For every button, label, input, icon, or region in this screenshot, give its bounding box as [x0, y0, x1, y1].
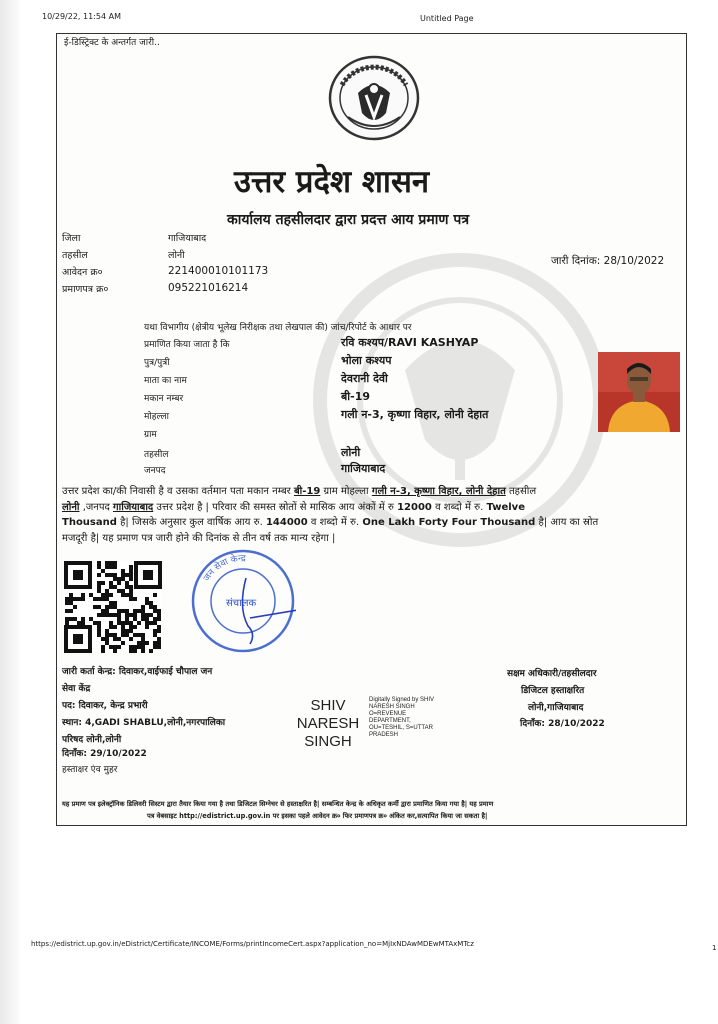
qr-module [109, 633, 113, 637]
detail-value-tehsil: लोनी [341, 446, 361, 459]
qr-module [157, 637, 161, 641]
detail-label-certified: प्रमाणित किया जाता है कि [144, 340, 230, 350]
qr-module [129, 585, 133, 589]
qr-module [121, 569, 125, 573]
qr-module [153, 645, 157, 649]
qr-module [105, 597, 109, 601]
qr-module [157, 613, 161, 617]
detail-label-parent: पुत्र/पुत्री [144, 358, 170, 368]
qr-module [137, 609, 141, 613]
government-title: उत्तर प्रदेश शासन [234, 164, 430, 200]
qr-module [109, 581, 113, 585]
qr-module [129, 645, 133, 649]
qr-module [125, 573, 129, 577]
qr-module [97, 629, 101, 633]
qr-module [109, 565, 113, 569]
detail-label-tehsil: तहसील [144, 450, 169, 460]
print-page-number: 1 [712, 944, 717, 952]
qr-module [133, 645, 137, 649]
detail-label-locality: मोहल्ला [144, 412, 169, 422]
qr-module [109, 593, 113, 597]
authority-title: सक्षम अधिकारी/तहसीलदार [507, 669, 597, 679]
qr-module [121, 641, 125, 645]
qr-module [113, 613, 117, 617]
qr-module [113, 633, 117, 637]
qr-module [145, 613, 149, 617]
qr-module [129, 613, 133, 617]
qr-module [105, 561, 109, 565]
qr-module [97, 581, 101, 585]
qr-module [113, 645, 117, 649]
qr-module [113, 637, 117, 641]
qr-module [117, 645, 121, 649]
qr-module [125, 621, 129, 625]
qr-module [149, 649, 153, 653]
qr-module [97, 565, 101, 569]
qr-module [101, 593, 105, 597]
authority-date: दिनाँक: 28/10/2022 [520, 719, 605, 729]
qr-module [69, 601, 73, 605]
qr-module [129, 569, 133, 573]
qr-module [101, 613, 105, 617]
qr-module [105, 637, 109, 641]
meta-value-application-no: 221400010101173 [168, 265, 269, 277]
qr-module [113, 561, 117, 565]
qr-module [145, 641, 149, 645]
qr-module [113, 605, 117, 609]
detail-label-house: मकान नम्बर [144, 394, 184, 404]
qr-module [97, 589, 101, 593]
qr-module [97, 585, 101, 589]
qr-module [157, 617, 161, 621]
qr-module [133, 625, 137, 629]
sig-meta-line: Digitally Signed by SHIV [369, 697, 435, 703]
qr-module [141, 645, 145, 649]
sig-name-line: SINGH [304, 733, 352, 750]
meta-label-application-no: आवेदन क्र० [62, 267, 103, 278]
qr-module [129, 577, 133, 581]
qr-module [145, 625, 149, 629]
qr-module [133, 649, 137, 653]
qr-module [65, 601, 69, 605]
qr-module [129, 589, 133, 593]
meta-value-certificate-no: 095221016214 [168, 282, 249, 294]
intro-line: यथा विभागीय (क्षेत्रीय भूलेख निरीक्षक तथा लेखपाल की) जांच/रिपोर्ट के आधार पर [144, 323, 412, 333]
qr-module [153, 641, 157, 645]
qr-module [133, 597, 137, 601]
meta-value-tehsil: लोनी [168, 250, 185, 261]
meta-label-tehsil: तहसील [62, 250, 88, 261]
footer-note-1: यह प्रमाण पत्र इलेक्ट्रॉनिक डिलिवरी सिस्टम द्वारा तैयार किया गया है तथा डिजिटल सिग्नेचर से हस्ताक्षरित है| सम्बन्धित केन्द्र के अधिकृत कर्मी द्वारा प्रमाणित किया गया है| यह प्रमाण [62, 800, 494, 808]
qr-module [129, 629, 133, 633]
qr-module [69, 597, 73, 601]
para-monthly-income: 12000 [397, 501, 432, 513]
qr-module [109, 613, 113, 617]
qr-module [93, 621, 97, 625]
sig-meta-line: O=REVENUE [369, 711, 407, 717]
qr-module [145, 601, 149, 605]
qr-module [105, 565, 109, 569]
qr-module [121, 629, 125, 633]
qr-module [125, 593, 129, 597]
qr-module [105, 629, 109, 633]
qr-module [157, 609, 161, 613]
qr-module [129, 597, 133, 601]
qr-module [89, 593, 93, 597]
detail-value-district: गाजियाबाद [341, 462, 386, 475]
qr-module [101, 637, 105, 641]
qr-module [121, 593, 125, 597]
qr-module [105, 633, 109, 637]
qr-module [105, 589, 109, 593]
qr-module [73, 617, 77, 621]
qr-module [97, 613, 101, 617]
qr-module [133, 633, 137, 637]
qr-module [105, 573, 109, 577]
qr-module [69, 593, 73, 597]
qr-module [65, 609, 69, 613]
detail-label-district: जनपद [144, 466, 166, 476]
meta-value-district: गाजियाबाद [168, 233, 207, 244]
jan-seva-kendra-stamp-icon [190, 548, 296, 654]
scan-shadow [0, 0, 22, 1024]
sig-meta-line: OU=TESHIL, S=UTTAR [369, 725, 433, 731]
qr-module [81, 621, 85, 625]
qr-module [137, 645, 141, 649]
qr-module [113, 585, 117, 589]
qr-module [137, 641, 141, 645]
issuer-centre-2: सेवा केंद्र [62, 684, 91, 694]
para-locality: गली न-3, कृष्णा विहार, लोनी देहात [371, 486, 506, 497]
qr-module [149, 601, 153, 605]
qr-module [113, 601, 117, 605]
qr-module [129, 649, 133, 653]
digital-signature-name [290, 697, 366, 751]
svg-text:जन सेवा केन्द्र [202, 552, 246, 583]
top-note: ई-डिस्ट्रिक्ट के अन्तर्गत जारी.. [64, 38, 160, 48]
qr-module [129, 621, 133, 625]
qr-module [125, 609, 129, 613]
print-page-title: Untitled Page [420, 14, 474, 23]
qr-module [125, 617, 129, 621]
qr-module [121, 573, 125, 577]
qr-module [149, 613, 153, 617]
detail-value-locality: गली न-3, कृष्णा विहार, लोनी देहात [341, 408, 489, 421]
authority-place: लोनी,गाजियाबाद [528, 703, 584, 713]
qr-module [81, 617, 85, 621]
qr-module [113, 573, 117, 577]
qr-module [125, 585, 129, 589]
para-tehsil: लोनी [62, 501, 80, 513]
qr-code-icon [64, 561, 162, 653]
qr-module [121, 609, 125, 613]
qr-module [97, 633, 101, 637]
detail-label-village: ग्राम [144, 430, 157, 440]
qr-module [129, 573, 133, 577]
footer-note-2: पत्र वेबसाइट http://edistrict.up.gov.in पर इसका पहले आवेदन क्र० फिर प्रमाणपत्र क्र० अंकित कर,सत्यापित किया जा सकता है| [147, 812, 488, 820]
qr-module [153, 633, 157, 637]
detail-value-parent: भोला कश्यप [341, 354, 392, 367]
qr-module [153, 621, 157, 625]
qr-module [141, 633, 145, 637]
qr-module [141, 613, 145, 617]
qr-module [97, 597, 101, 601]
sig-meta-line: DEPARTMENT, [369, 718, 411, 724]
issuer-place-2: परिषद लोनी,लोनी [62, 735, 122, 745]
detail-label-mother: माता का नाम [144, 376, 187, 386]
para-text: तहसील [505, 486, 537, 497]
qr-module [81, 593, 85, 597]
qr-module [109, 561, 113, 565]
qr-module [117, 581, 121, 585]
para-text: व शब्दो में रु. [431, 501, 487, 513]
qr-module [73, 605, 77, 609]
qr-module [117, 609, 121, 613]
meta-label-certificate-no: प्रमाणपत्र क्र० [62, 284, 109, 295]
sig-meta-line: NARESH SINGH [369, 704, 415, 710]
qr-module [117, 613, 121, 617]
qr-module [101, 581, 105, 585]
qr-module [157, 641, 161, 645]
stamp-center-text: संचालक [226, 598, 257, 609]
qr-module [109, 621, 113, 625]
detail-value-name: रवि कश्यप/RAVI KASHYAP [341, 336, 479, 349]
para-text: उत्तर प्रदेश है | परिवार की समस्त स्रोतों से मासिक आय अंकों में रु [153, 501, 398, 513]
para-text: ,जनपद [79, 501, 114, 513]
qr-module [105, 605, 109, 609]
qr-module [145, 617, 149, 621]
qr-module [101, 649, 105, 653]
qr-module [65, 621, 69, 625]
qr-module [93, 605, 97, 609]
para-text: व शब्दो में रु. [307, 517, 363, 528]
para-annual-income: 144000 [265, 517, 308, 528]
para-district: गाजियाबाद [113, 501, 154, 513]
para-text: मजदूरी है| यह प्रमाण पत्र जारी होने की दिनांक से तीन वर्ष तक मान्य रहेगा | [62, 532, 336, 544]
qr-module [117, 621, 121, 625]
qr-module [113, 577, 117, 581]
print-datetime: 10/29/22, 11:54 AM [42, 12, 121, 21]
qr-module [153, 609, 157, 613]
qr-module [113, 649, 117, 653]
qr-module [129, 637, 133, 641]
person-photo-icon [598, 352, 680, 432]
qr-module [73, 597, 77, 601]
qr-module [129, 565, 133, 569]
applicant-photo [598, 352, 680, 432]
qr-module [137, 633, 141, 637]
qr-module [141, 609, 145, 613]
print-url: https://edistrict.up.gov.in/eDistrict/Certificate/INCOME/Forms/printIncomeCert.aspx?application_no=MjIxNDAwMDEwMTAxMTcz [31, 940, 474, 948]
qr-module [69, 609, 73, 613]
detail-value-mother: देवरानी देवी [341, 372, 388, 385]
qr-module [153, 593, 157, 597]
para-text: है| आय का स्रोत [535, 517, 599, 528]
qr-module [105, 609, 109, 613]
qr-module [153, 617, 157, 621]
qr-module [125, 633, 129, 637]
qr-module [97, 621, 101, 625]
qr-module [105, 641, 109, 645]
income-paragraph [62, 484, 684, 546]
qr-module [117, 577, 121, 581]
qr-module [77, 621, 81, 625]
qr-module [97, 605, 101, 609]
qr-module [137, 621, 141, 625]
para-text: उत्तर प्रदेश का/की निवासी है व उसका वर्तमान पता मकान नम्बर [62, 486, 294, 497]
qr-module [157, 629, 161, 633]
qr-module [93, 597, 97, 601]
para-house: बी-19 [293, 486, 321, 497]
sig-name-line: NARESH [296, 715, 360, 732]
qr-module [145, 597, 149, 601]
qr-module [157, 645, 161, 649]
qr-module [129, 625, 133, 629]
qr-module [133, 617, 137, 621]
qr-module [109, 585, 113, 589]
qr-module [117, 589, 121, 593]
qr-module [109, 601, 113, 605]
qr-module [101, 597, 105, 601]
qr-module [121, 621, 125, 625]
qr-module [121, 589, 125, 593]
qr-module [105, 593, 109, 597]
issuer-date: दिनाँक: 29/10/2022 [62, 749, 147, 759]
qr-module [81, 597, 85, 601]
qr-module [109, 573, 113, 577]
qr-module [149, 621, 153, 625]
qr-module [153, 629, 157, 633]
qr-module [129, 593, 133, 597]
detail-value-house: बी-19 [341, 390, 371, 403]
qr-module [113, 625, 117, 629]
qr-module [117, 637, 121, 641]
qr-module [121, 633, 125, 637]
qr-module [109, 645, 113, 649]
qr-module [141, 637, 145, 641]
qr-module [113, 565, 117, 569]
para-monthly-words: Twelve [486, 501, 525, 513]
authority-digital: डिजिटल हस्ताक्षरित [521, 686, 585, 696]
qr-module [89, 617, 93, 621]
qr-module [105, 613, 109, 617]
qr-module [125, 581, 129, 585]
issuer-signature-label: हस्ताक्षर एंव मुहर [62, 765, 118, 775]
qr-module [157, 625, 161, 629]
qr-module [153, 605, 157, 609]
qr-module [97, 561, 101, 565]
qr-module [141, 605, 145, 609]
issuer-place: स्थान: 4,GADI SHABLU,लोनी,नगरपालिका [62, 718, 226, 728]
qr-module [97, 573, 101, 577]
qr-module [121, 625, 125, 629]
qr-module [101, 645, 105, 649]
qr-module [97, 625, 101, 629]
para-annual-words: One Lakh Forty Four Thousand [362, 517, 536, 528]
stamp-ring-text: जन सेवा केन्द्र [201, 553, 246, 584]
qr-module [141, 617, 145, 621]
digital-signature-meta [369, 697, 434, 739]
qr-module [65, 617, 69, 621]
para-text: ग्राम मोहल्ला [320, 486, 372, 497]
meta-label-district: जिला [62, 233, 81, 244]
issue-date: जारी दिनांक: 28/10/2022 [551, 255, 665, 267]
qr-module [109, 605, 113, 609]
issuer-centre: जारी कर्ता केन्द्र: दिवाकर,वाईफाई चौपाल जन [62, 667, 213, 677]
qr-module [133, 609, 137, 613]
certificate-subtitle: कार्यालय तहसीलदार द्वारा प्रदत्त आय प्रमाण पत्र [227, 212, 470, 228]
sig-name-line: SHIV [310, 697, 346, 714]
qr-module [101, 569, 105, 573]
sig-meta-line: PRADESH [369, 732, 399, 738]
para-monthly-words: Thousand [62, 517, 117, 528]
qr-module [77, 597, 81, 601]
qr-module [125, 613, 129, 617]
qr-module [141, 641, 145, 645]
para-text: है| जिसके अनुसार कुल वार्षिक आय रु. [116, 517, 266, 528]
qr-module [141, 649, 145, 653]
qr-module [101, 609, 105, 613]
qr-module [65, 597, 69, 601]
qr-module [69, 617, 73, 621]
qr-module [133, 613, 137, 617]
qr-module [121, 577, 125, 581]
up-govt-emblem-icon [328, 55, 420, 141]
qr-module [125, 629, 129, 633]
qr-module [109, 625, 113, 629]
qr-module [149, 605, 153, 609]
qr-module [117, 617, 121, 621]
issuer-post: पद: दिवाकर, केन्द्र प्रभारी [62, 701, 148, 711]
qr-module [145, 621, 149, 625]
